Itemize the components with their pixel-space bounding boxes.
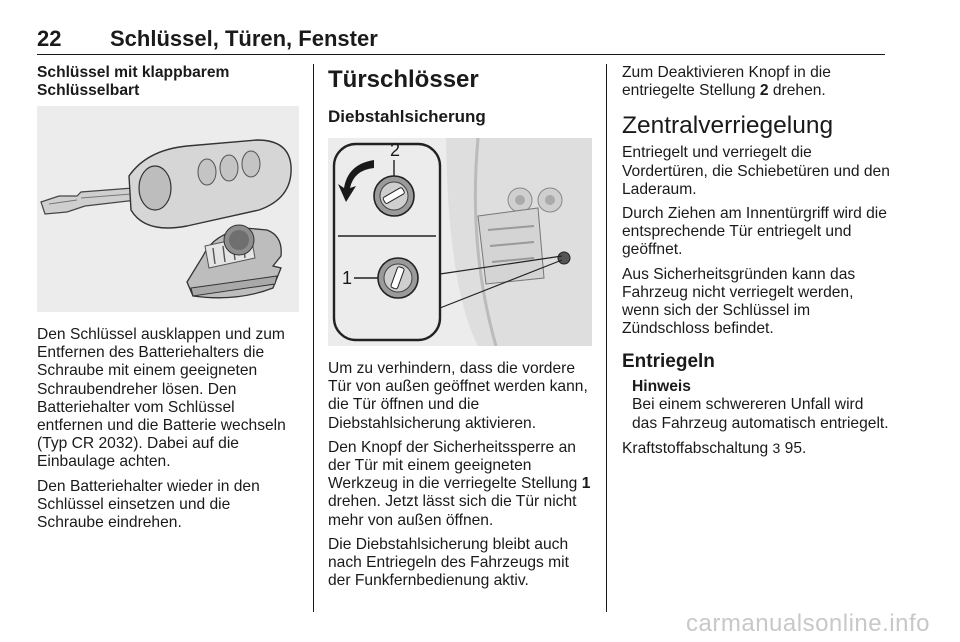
central-locking-paragraph-1: Entriegelt und verriegelt die Vordertüren, die Schiebetüren und den Laderaum. xyxy=(622,144,890,198)
page-header xyxy=(37,24,885,55)
folding-key-image xyxy=(37,106,299,312)
column-2 xyxy=(328,64,594,596)
column-1 xyxy=(37,64,299,538)
central-locking-paragraph-2: Durch Ziehen am Innentürgriff wird die entsprechende Tür entriegelt und geöffnet. xyxy=(622,205,887,259)
figure-label-2: 2 xyxy=(390,140,401,160)
anti-theft-paragraph-1: Um zu verhindern, dass die vordere Tür von außen geöffnet werden kann, die Tür öffnen und die Diebstahlsicherung aktivieren. xyxy=(328,360,588,432)
key-paragraph-2: Den Batteriehalter wieder in den Schlüssel einsetzen und die Schraube eindrehen. xyxy=(37,477,260,532)
page-number: 22 xyxy=(37,26,62,51)
central-locking-paragraph-3: Aus Sicherheitsgründen kann das Fahrzeug nicht verriegelt werden, wenn sich der Schlüssel im Zündschloss befindet. xyxy=(622,265,856,338)
note-title: Hinweis xyxy=(632,378,691,396)
anti-theft-paragraph-3: Die Diebstahlsicherung bleibt auch nach Entriegeln des Fahrzeugs mit der Funkfernbedienung aktiv. xyxy=(328,535,569,590)
figure-label-1: 1 xyxy=(342,268,353,288)
door-locks-title: Türschlösser xyxy=(328,66,479,93)
chapter-title: Schlüssel, Türen, Fenster xyxy=(110,26,378,51)
anti-theft-paragraph-2: Den Knopf der Sicherheitssperre an der Tür mit einem geeigneten Werkzeug in die verriegelte Stellung 1 drehen. Jetzt lässt sich die Tür nicht mehr von außen öffnen. xyxy=(328,438,591,529)
anti-theft-subtitle: Diebstahlsicherung xyxy=(328,107,486,126)
key-heading: Schlüssel mit klappbarem Schlüsselbart xyxy=(37,64,230,99)
unlocking-subtitle: Entriegeln xyxy=(622,351,715,373)
reference-arrow-icon: 3 xyxy=(772,439,781,456)
fuel-cutoff-reference: Kraftstoffabschaltung 3 95. xyxy=(622,439,807,457)
column-divider-1 xyxy=(313,64,314,612)
note-box xyxy=(622,378,890,432)
note-text: Bei einem schwereren Unfall wird das Fahrzeug automatisch entriegelt. xyxy=(632,396,889,432)
child-lock-image xyxy=(328,138,592,346)
central-locking-title: Zentralverriegelung xyxy=(622,112,834,140)
key-illustration xyxy=(37,106,299,312)
column-divider-2 xyxy=(606,64,607,612)
column-3 xyxy=(622,64,890,464)
anti-theft-lock-illustration xyxy=(328,138,592,346)
key-paragraph-1: Den Schlüssel ausklappen und zum Entfernen des Batteriehalters die Schraube mit einem geeigneten Schraubendreher lösen. Den Batteriehalter vom Schlüssel entfernen und die Batterie wechseln (Typ CR 2032). Dabei auf die Einbaulage achten. xyxy=(37,326,286,471)
deactivate-paragraph: Zum Deaktivieren Knopf in die entriegelte Stellung 2 drehen. xyxy=(622,64,831,100)
watermark: carmanualsonline.info xyxy=(686,610,930,637)
